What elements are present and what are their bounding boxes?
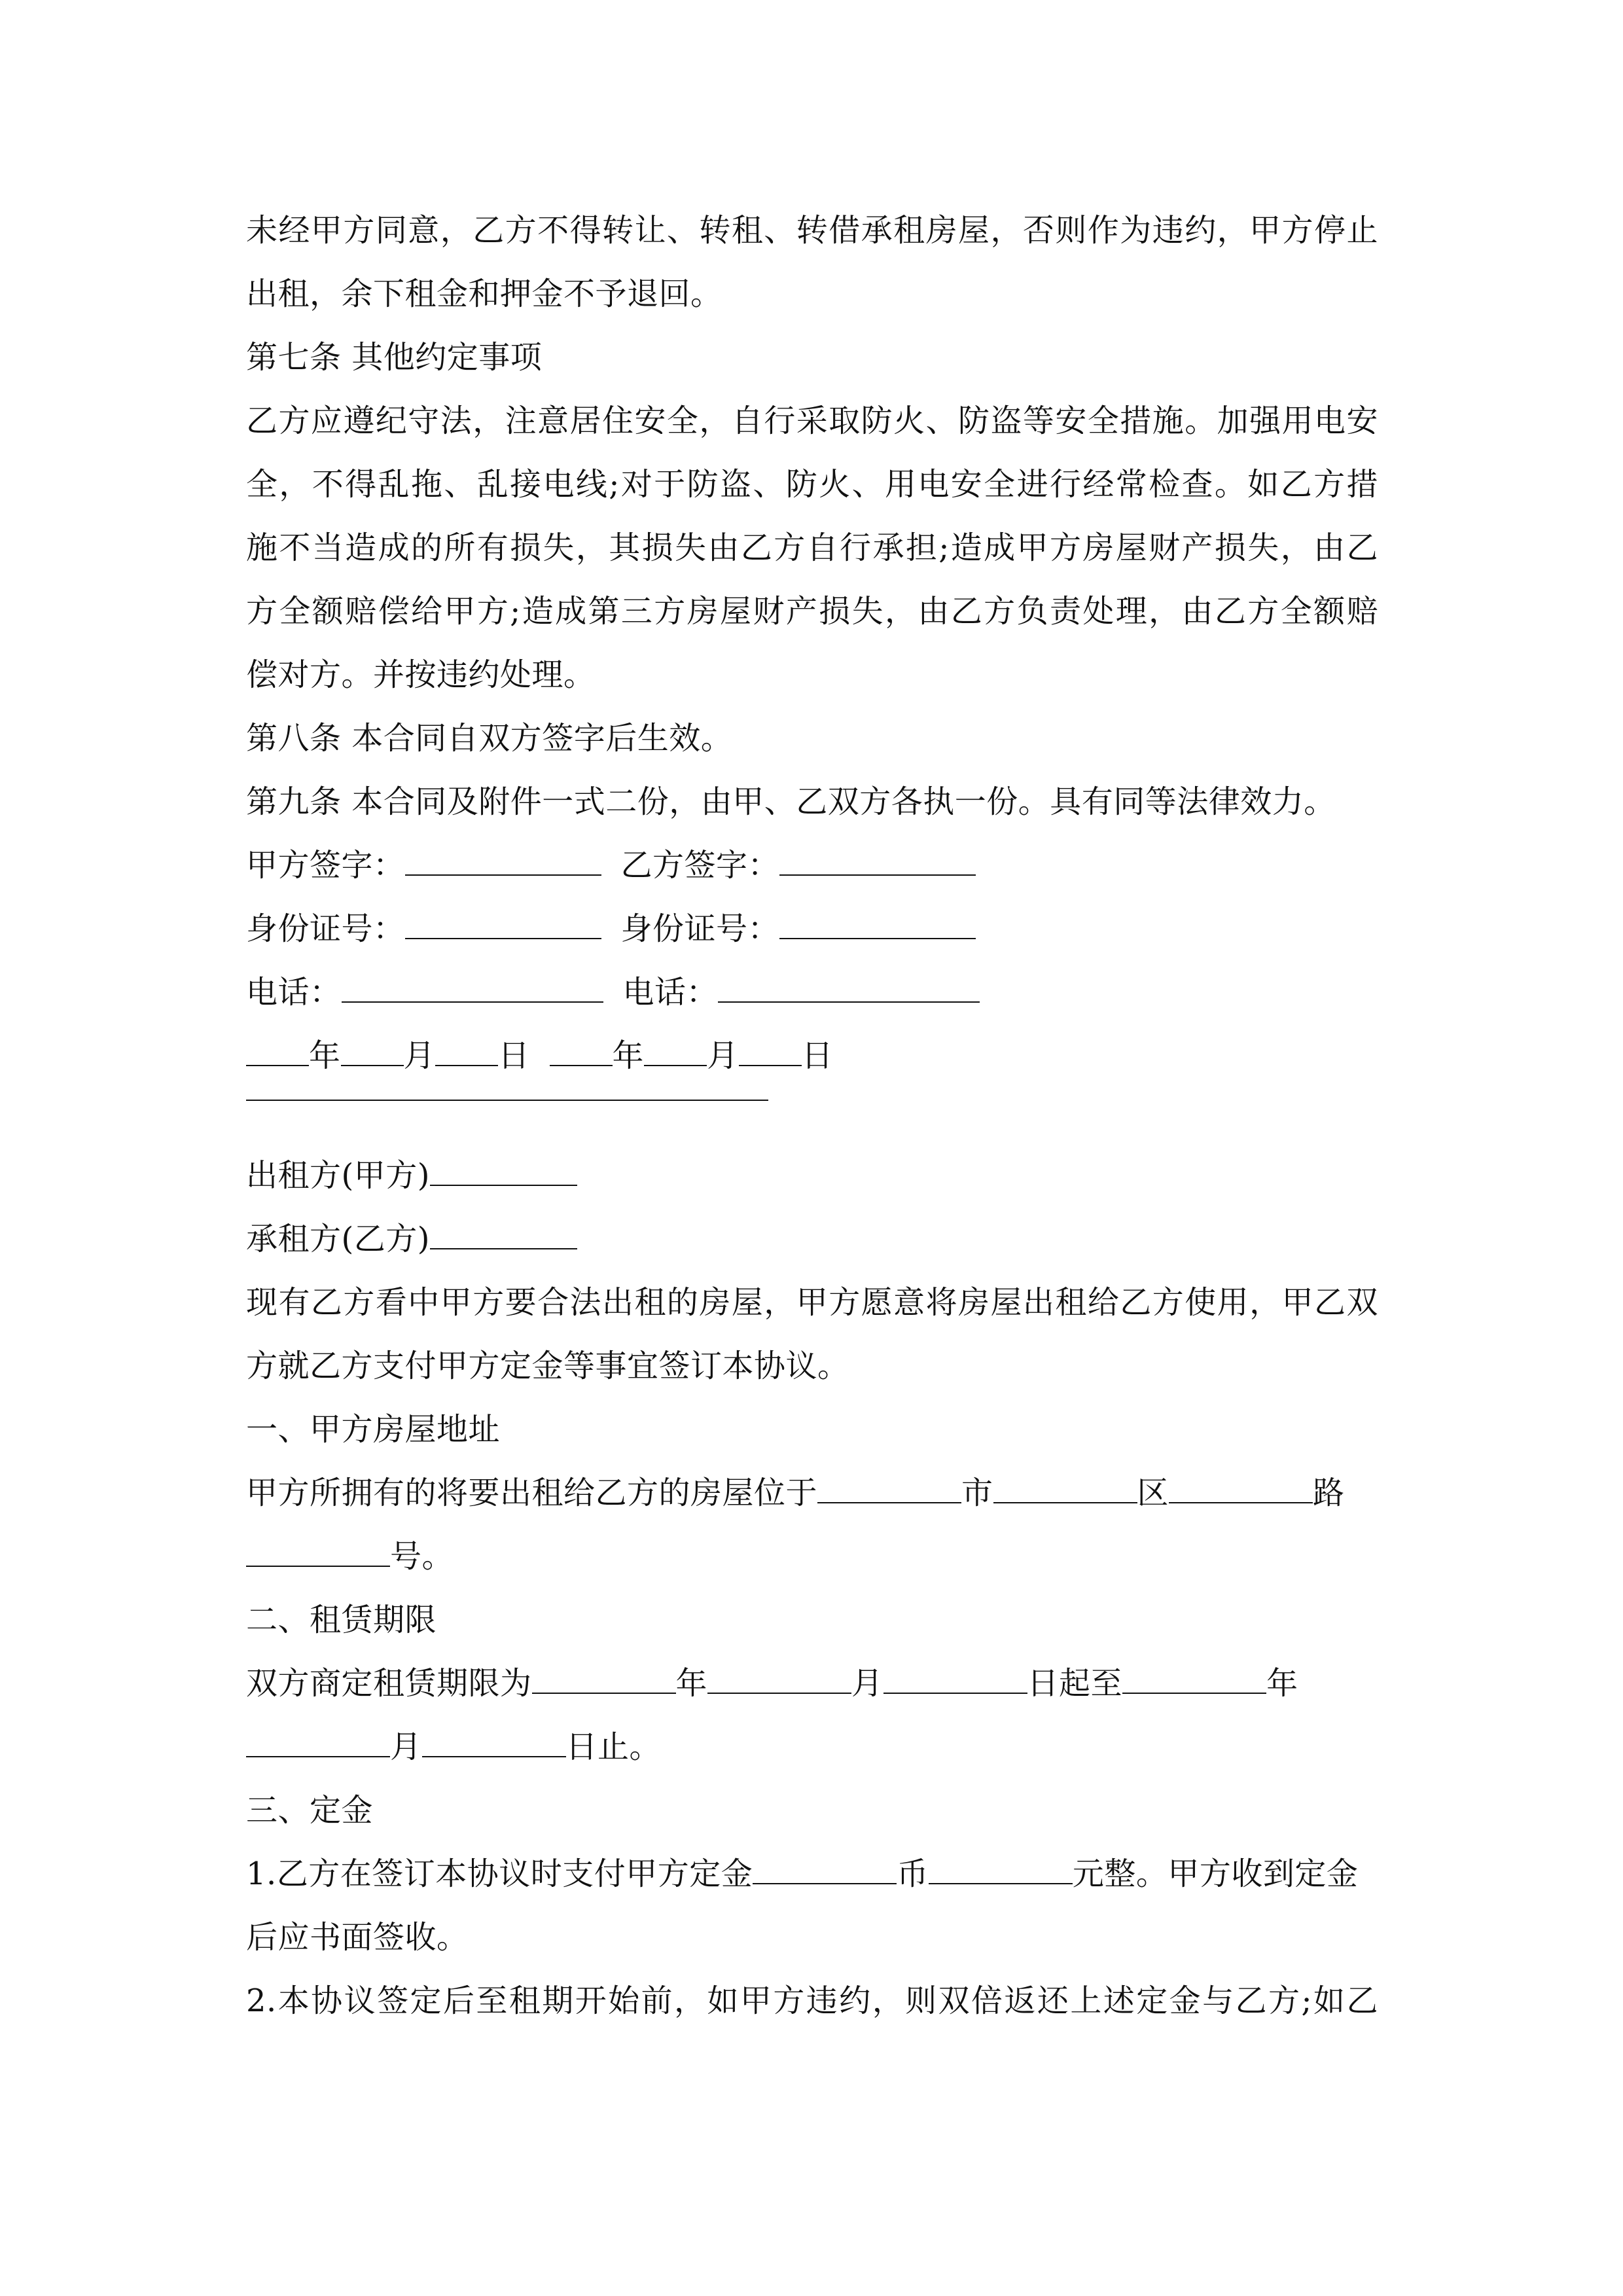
lessor-blank[interactable] [430,1162,577,1186]
start-day-blank[interactable] [883,1670,1027,1694]
end-year-blank[interactable] [1122,1670,1266,1694]
deposit-item-1-text: 1.乙方在签订本协议时支付甲方定金 [246,1856,753,1892]
clause-line: 出租，余下租金和押金不予退回。 [246,276,722,312]
party-b-phone-label: 电话： [622,974,719,1011]
clause-line: 方全额赔偿给甲方;造成第三方房屋财产损失，由乙方负责处理，由乙方全额赔 [246,593,1378,630]
document-body [246,199,1378,2033]
party-a-id-label: 身份证号： [246,910,405,947]
phone-row [246,961,1378,1024]
lease-term-row-2 [246,1715,1378,1779]
date-a-month-blank[interactable] [341,1043,404,1066]
party-a-phone-label: 电话： [246,974,342,1011]
clause-line: 偿对方。并按违约处理。 [246,656,596,693]
date-a-year-blank[interactable] [246,1043,309,1066]
start-month-label: 月 [851,1665,883,1702]
end-day-label: 日止。 [565,1729,662,1765]
address-row [246,1462,1378,1525]
party-a-id-blank[interactable] [405,916,601,939]
party-a-signature-label: 甲方签字： [246,847,405,884]
address-intro: 甲方所拥有的将要出租给乙方的房屋位于 [246,1475,818,1511]
party-b-id-blank[interactable] [779,916,976,939]
clause-line: 后应书面签收。 [246,1919,469,1956]
clause-line: 未经甲方同意，乙方不得转让、转租、转借承租房屋，否则作为违约，甲方停止 [246,212,1378,249]
party-a-signature-blank[interactable] [405,852,601,876]
city-label: 市 [961,1475,993,1511]
id-number-row [246,897,1378,961]
start-year-blank[interactable] [532,1670,676,1694]
lessee-label: 承租方(乙方) [246,1221,430,1257]
clause-line: 现有乙方看中甲方要合法出租的房屋，甲方愿意将房屋出租给乙方使用，甲乙双 [246,1284,1378,1321]
date-b-year-blank[interactable] [550,1043,613,1066]
party-b-phone-blank[interactable] [718,979,980,1003]
lessor-label: 出租方(甲方) [246,1157,430,1194]
date-a-day-label: 日 [498,1037,530,1074]
district-label: 区 [1137,1475,1169,1511]
date-b-month-label: 月 [707,1037,739,1074]
article-8: 第八条 本合同自双方签字后生效。 [246,720,733,757]
lessee-blank[interactable] [430,1226,577,1249]
article-7-title: 第七条 其他约定事项 [246,339,543,376]
lease-term-row [246,1652,1378,1715]
signature-row [246,834,1378,897]
date-b-day-blank[interactable] [739,1043,802,1066]
party-b-signature-label: 乙方签字： [620,847,780,884]
district-blank[interactable] [993,1480,1137,1503]
section-2-title: 二、租赁期限 [246,1602,437,1638]
date-a-month-label: 月 [403,1037,436,1074]
lessor-row [246,1144,1378,1208]
house-number-blank[interactable] [246,1543,390,1567]
deposit-item-1 [246,1842,1378,1906]
deposit-item-2: 2.本协议签定后至租期开始前，如甲方违约，则双倍返还上述定金与乙方;如乙 [246,1982,1378,2019]
section-1-title: 一、甲方房屋地址 [246,1411,501,1448]
end-month-blank[interactable] [246,1734,390,1757]
city-blank[interactable] [817,1480,961,1503]
date-b-month-blank[interactable] [644,1043,707,1066]
party-b-signature-blank[interactable] [779,852,976,876]
amount-blank[interactable] [929,1861,1073,1884]
currency-blank[interactable] [753,1861,897,1884]
date-a-year-label: 年 [309,1037,341,1074]
lessee-row [246,1208,1378,1271]
clause-line: 乙方应遵纪守法，注意居住安全，自行采取防火、防盗等安全措施。加强用电安 [246,403,1378,439]
end-day-blank[interactable] [422,1734,566,1757]
address-row-2 [246,1525,1378,1588]
clause-line: 方就乙方支付甲方定金等事宜签订本协议。 [246,1348,849,1384]
section-3-title: 三、定金 [246,1792,374,1829]
party-a-phone-blank[interactable] [342,979,603,1003]
start-month-blank[interactable] [707,1670,851,1694]
start-year-label: 年 [675,1665,708,1702]
start-day-label: 日起至 [1027,1665,1123,1702]
road-label: 路 [1313,1475,1345,1511]
date-row [246,1024,1378,1088]
party-b-id-label: 身份证号： [620,910,780,947]
date-a-day-blank[interactable] [435,1043,498,1066]
lease-term-intro: 双方商定租赁期限为 [246,1665,532,1702]
end-year-label: 年 [1266,1665,1298,1702]
date-b-year-label: 年 [612,1037,645,1074]
deposit-item-1-text-b: 元整。甲方收到定金 [1072,1856,1359,1892]
article-9: 第九条 本合同及附件一式二份，由甲、乙双方各执一份。具有同等法律效力。 [246,783,1336,820]
road-blank[interactable] [1169,1480,1313,1503]
currency-label: 币 [897,1856,929,1892]
section-divider [246,1088,1378,1122]
clause-line: 施不当造成的所有损失，其损失由乙方自行承担;造成甲方房屋财产损失，由乙 [246,529,1378,566]
end-month-label: 月 [390,1729,422,1765]
date-b-day-label: 日 [801,1037,834,1074]
clause-line: 全，不得乱拖、乱接电线;对于防盗、防火、用电安全进行经常检查。如乙方措 [246,466,1378,503]
house-number-label: 号。 [390,1538,454,1575]
